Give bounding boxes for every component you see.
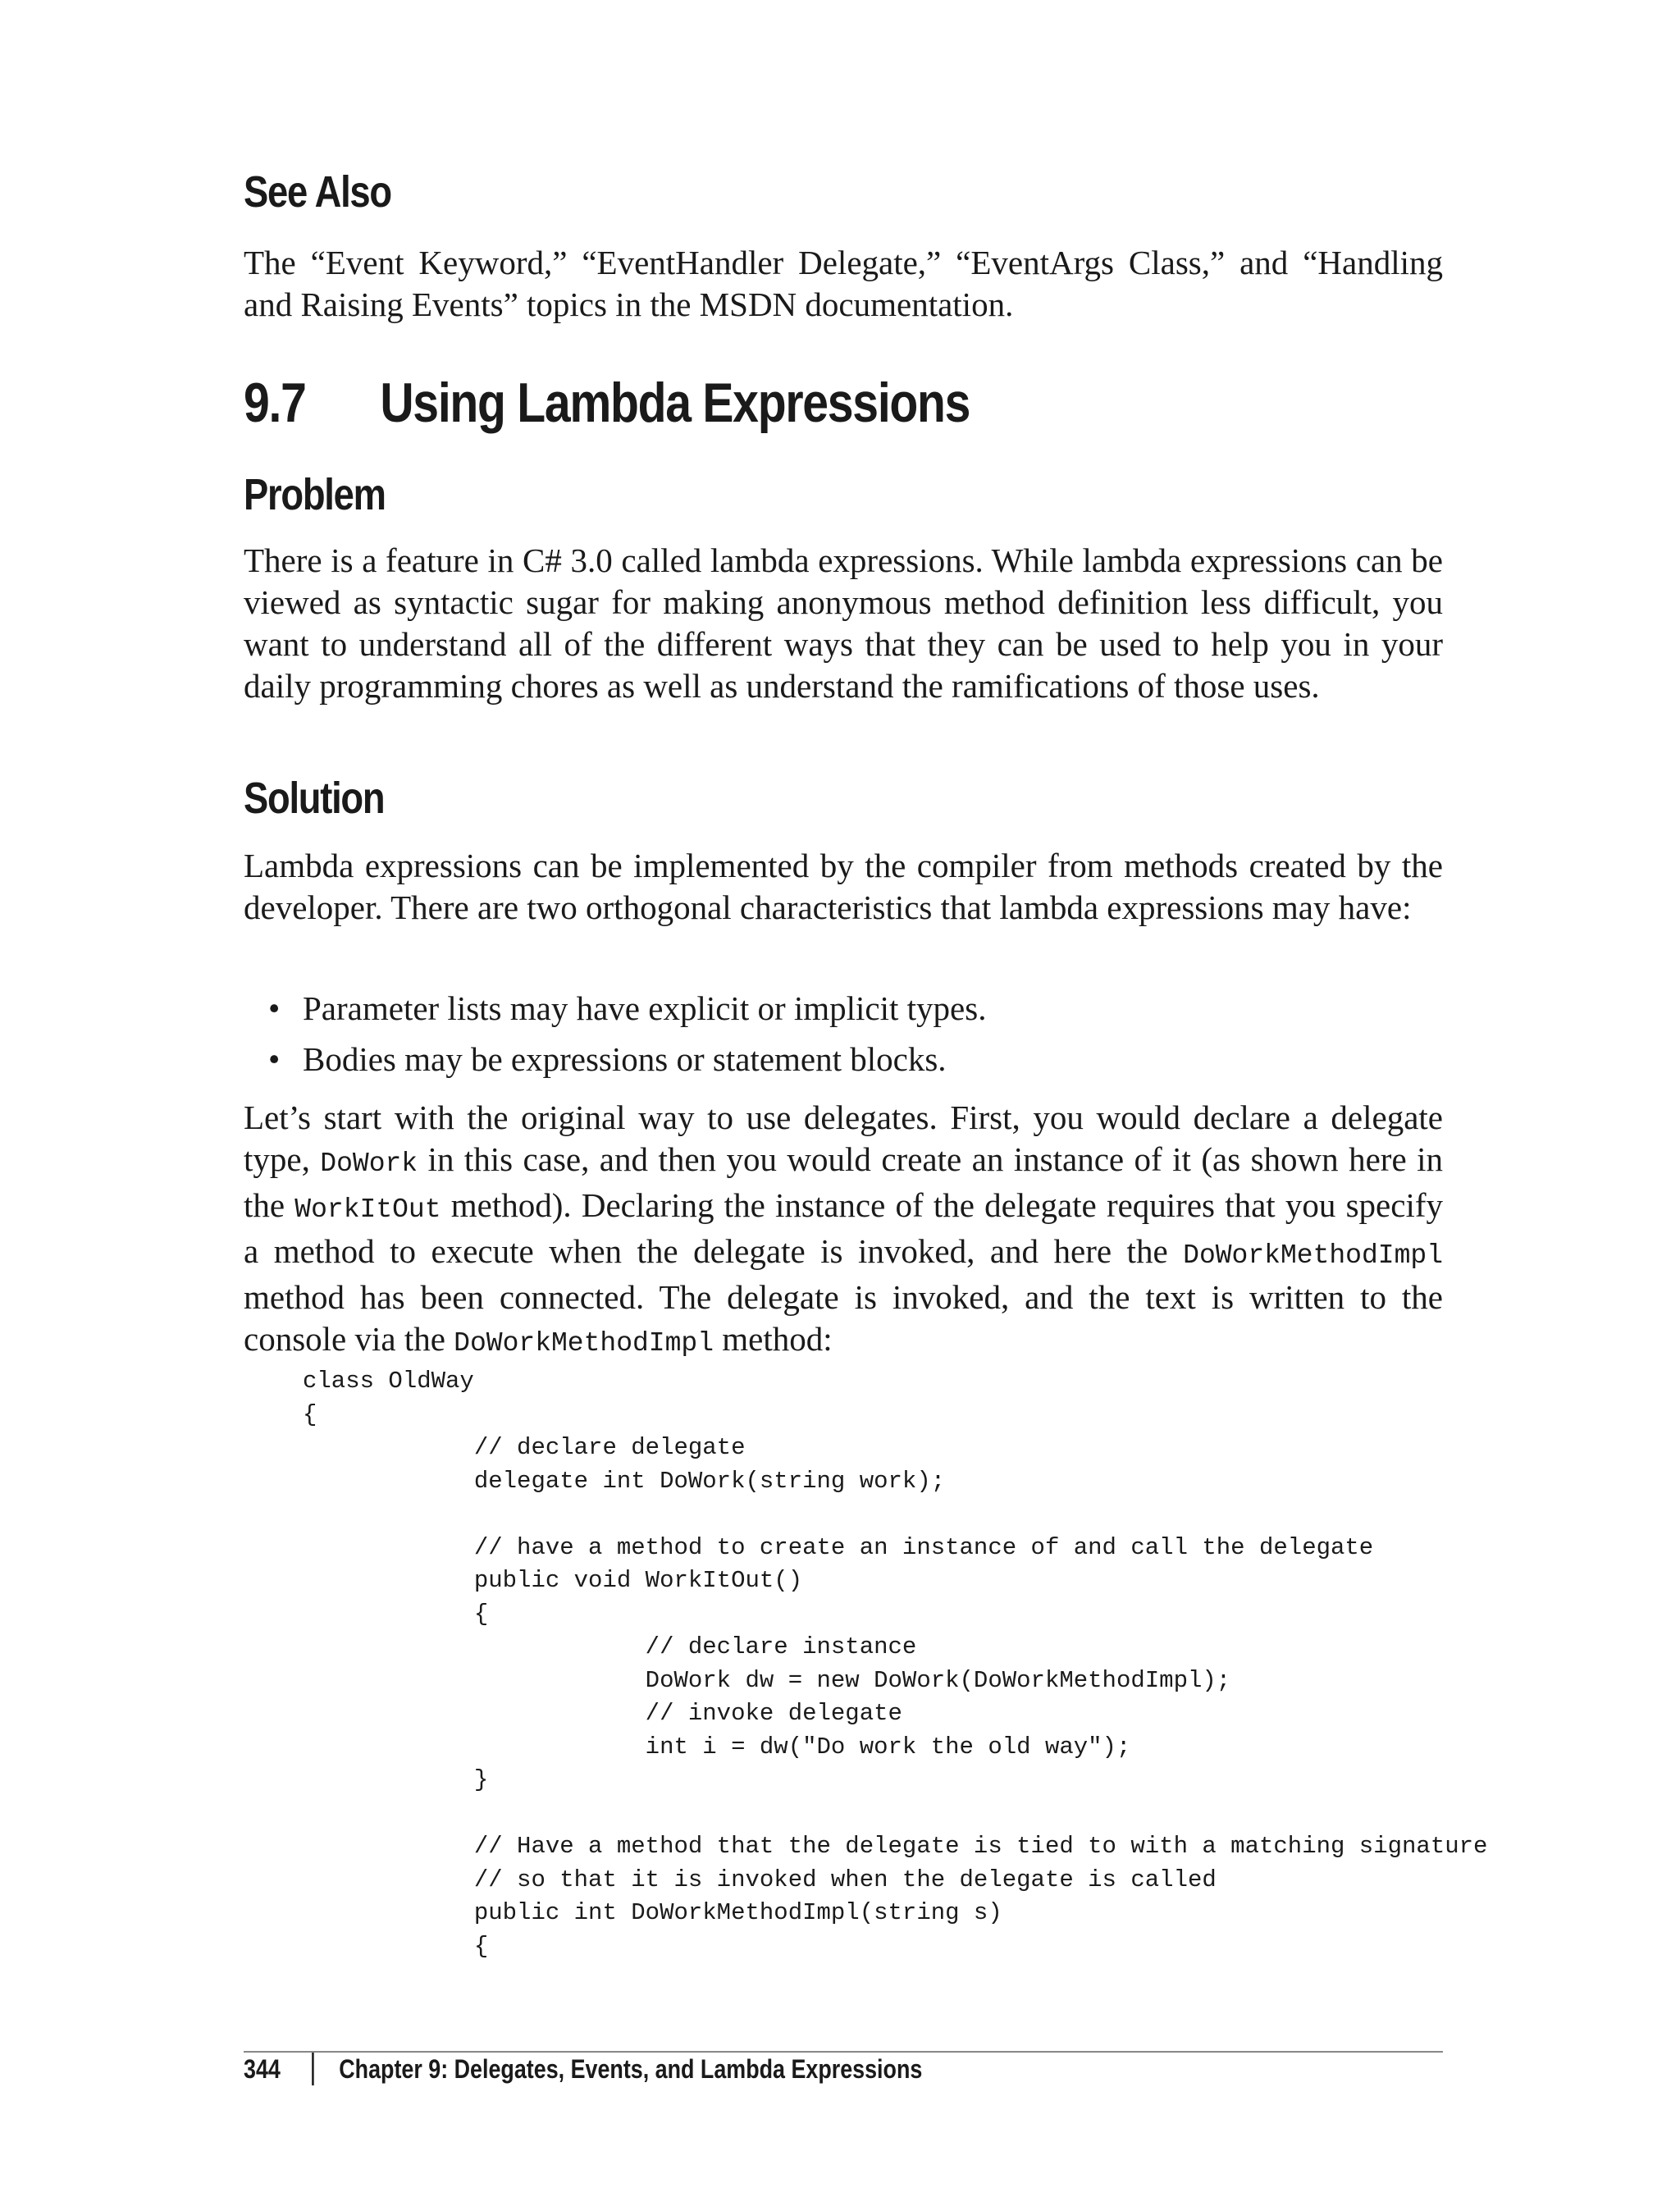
paragraph-text: method: [714,1320,833,1358]
code-line [303,1498,1502,1532]
code-line: { [303,1600,489,1628]
section-title-text: Using Lambda Expressions [380,372,970,434]
inline-code: DoWork [320,1149,418,1179]
code-line: { [303,1400,317,1428]
code-line: public int DoWorkMethodImpl(string s) [303,1899,1002,1926]
section-number: 9.7 [244,372,306,434]
solution-intro: Lambda expressions can be implemented by the compiler from methods created by the developer. There are two orthogonal characteristics that lambda expressions may have: [244,847,1443,926]
section-title [244,371,1251,435]
code-line: // have a method to create an instance of and call the delegate [303,1533,1374,1561]
code-line: // declare delegate [303,1434,746,1461]
code-line: class OldWay [303,1368,474,1395]
list-item: • Bodies may be expressions or statement blocks. [244,1034,1443,1085]
code-line: // invoke delegate [303,1700,902,1727]
inline-code: DoWorkMethodImpl [454,1328,714,1359]
book-page [244,0,1488,2206]
code-line: // Have a method that the delegate is tied to with a matching signature [303,1833,1488,1860]
code-listing [303,1365,1502,1963]
paragraph-text: Let’s start with the original way to use delegates. First, you would declare a delegate type, [244,1098,1443,1178]
list-item: • Parameter lists may have explicit or implicit types. [244,983,1443,1034]
code-line: public void WorkItOut() [303,1567,803,1594]
inline-code: WorkItOut [294,1194,441,1225]
code-line: // declare instance [303,1633,917,1660]
characteristics-list [244,983,1443,1085]
page-footer [244,2053,922,2085]
inline-code: DoWorkMethodImpl [1183,1240,1443,1271]
problem-text: There is a feature in C# 3.0 called lambda expressions. While lambda expressions can be viewed as syntactic sugar for making anonymous method definition less difficult, you want to understand all of the different ways that they can be used to help you in your daily programming chores as well as understand the ramifications of those uses. [244,541,1443,705]
code-line: int i = dw("Do work the old way"); [303,1733,1131,1761]
solution-heading: Solution [244,774,385,823]
page-number: 344 [244,2054,281,2084]
paragraph-text: method). Declaring the instance of the delegate requires that you specify a method to execute when the delegate is invoked, and here the [244,1186,1443,1270]
solution-paragraph [244,1097,1443,1364]
see-also-text: The “Event Keyword,” “EventHandler Delegate,” “EventArgs Class,” and “Handling and Raising Events” topics in the MSDN documentation. [244,244,1443,323]
chapter-title: Chapter 9: Delegates, Events, and Lambda Expressions [339,2054,923,2084]
code-line: } [303,1766,489,1793]
problem-heading: Problem [244,470,386,519]
code-line: // so that it is invoked when the delegate is called [303,1866,1217,1893]
paragraph-text: method has been connected. The delegate is invoked, and the text is written to the console via the [244,1278,1443,1358]
code-line [303,1797,1502,1831]
footer-separator [312,2053,314,2085]
code-line: DoWork dw = new DoWork(DoWorkMethodImpl); [303,1666,1231,1694]
code-line: { [303,1932,489,1960]
see-also-heading: See Also [244,167,391,217]
paragraph-text: in this case, and then you would create an instance of it (as shown here in the [244,1140,1443,1224]
code-line: delegate int DoWork(string work); [303,1467,946,1495]
